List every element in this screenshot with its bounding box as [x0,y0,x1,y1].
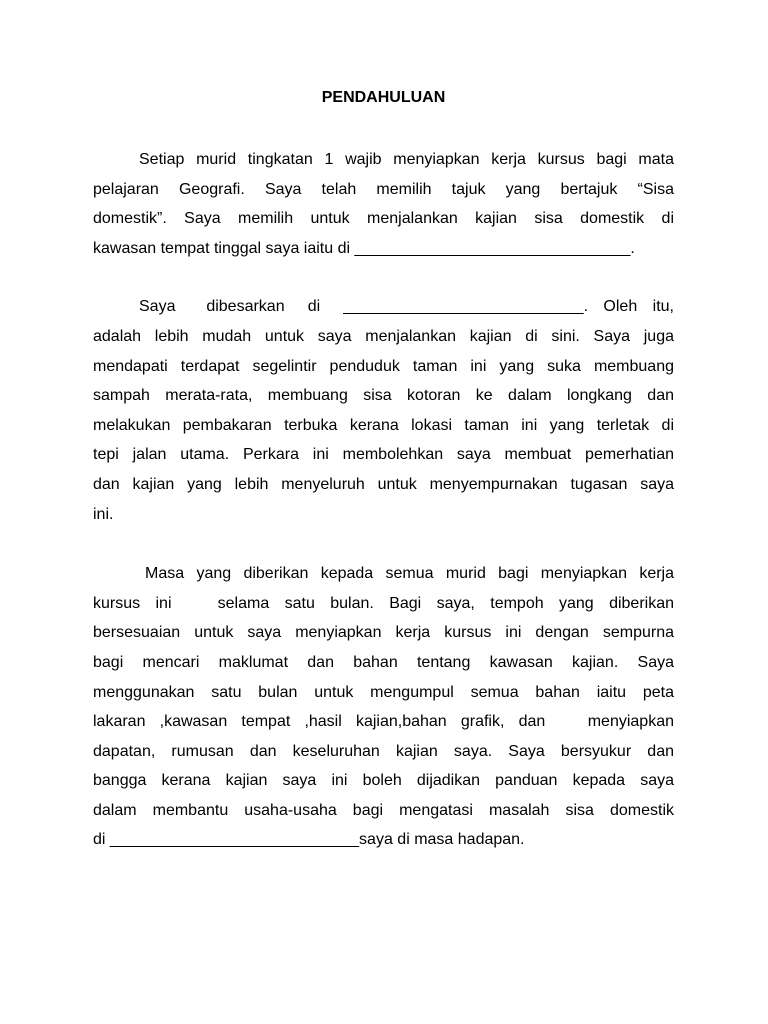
paragraph-line: bersesuaian untuk saya menyiapkan kerja kursus ini dengan sempurna [93,624,674,642]
paragraph-line: Saya dibesarkan di ___________________________. Oleh itu, [139,298,674,316]
paragraph-line: melakukan pembakaran terbuka kerana lokasi taman ini yang terletak di [93,416,674,434]
paragraph-1 [93,145,674,263]
paragraph-2 [93,292,674,529]
paragraph-line: domestik”. Saya memilih untuk menjalankan kajian sisa domestik di [93,210,674,228]
paragraph-line: kawasan tempat tinggal saya iaitu di _______________________________. [93,239,635,257]
paragraph-line: adalah lebih mudah untuk saya menjalankan kajian di sini. Saya juga [93,327,674,345]
paragraph-line: mendapati terdapat segelintir penduduk taman ini yang suka membuang [93,357,674,375]
paragraph-line: ini. [93,505,114,523]
paragraph-line: dalam membantu usaha-usaha bagi mengatasi masalah sisa domestik [93,801,674,819]
paragraph-line: dan kajian yang lebih menyeluruh untuk menyempurnakan tugasan saya [93,475,674,493]
paragraph-line: bangga kerana kajian saya ini boleh dijadikan panduan kepada saya [93,772,674,790]
document-title: PENDAHULUAN [321,89,446,106]
paragraph-line: di ____________________________saya di masa hadapan. [93,831,525,849]
paragraph-line: Setiap murid tingkatan 1 wajib menyiapkan kerja kursus bagi mata [139,151,674,168]
paragraph-line: Masa yang diberikan kepada semua murid bagi menyiapkan kerja [145,565,674,583]
paragraph-line: tepi jalan utama. Perkara ini membolehkan saya membuat pemerhatian [93,446,674,464]
paragraph-line: kursus ini selama satu bulan. Bagi saya, tempoh yang diberikan [93,594,674,612]
paragraph-line: lakaran ,kawasan tempat ,hasil kajian,bahan grafik, dan menyiapkan [93,713,674,731]
paragraph-line: menggunakan satu bulan untuk mengumpul semua bahan iaitu peta [93,683,674,701]
paragraph-line: pelajaran Geografi. Saya telah memilih tajuk yang bertajuk “Sisa [93,180,674,198]
paragraph-line: dapatan, rumusan dan keseluruhan kajian saya. Saya bersyukur dan [93,742,674,760]
document-page [93,83,674,855]
paragraph-3 [93,559,674,855]
paragraph-line: bagi mencari maklumat dan bahan tentang kawasan kajian. Saya [93,653,674,671]
paragraph-line: sampah merata-rata, membuang sisa kotoran ke dalam longkang dan [93,387,674,405]
